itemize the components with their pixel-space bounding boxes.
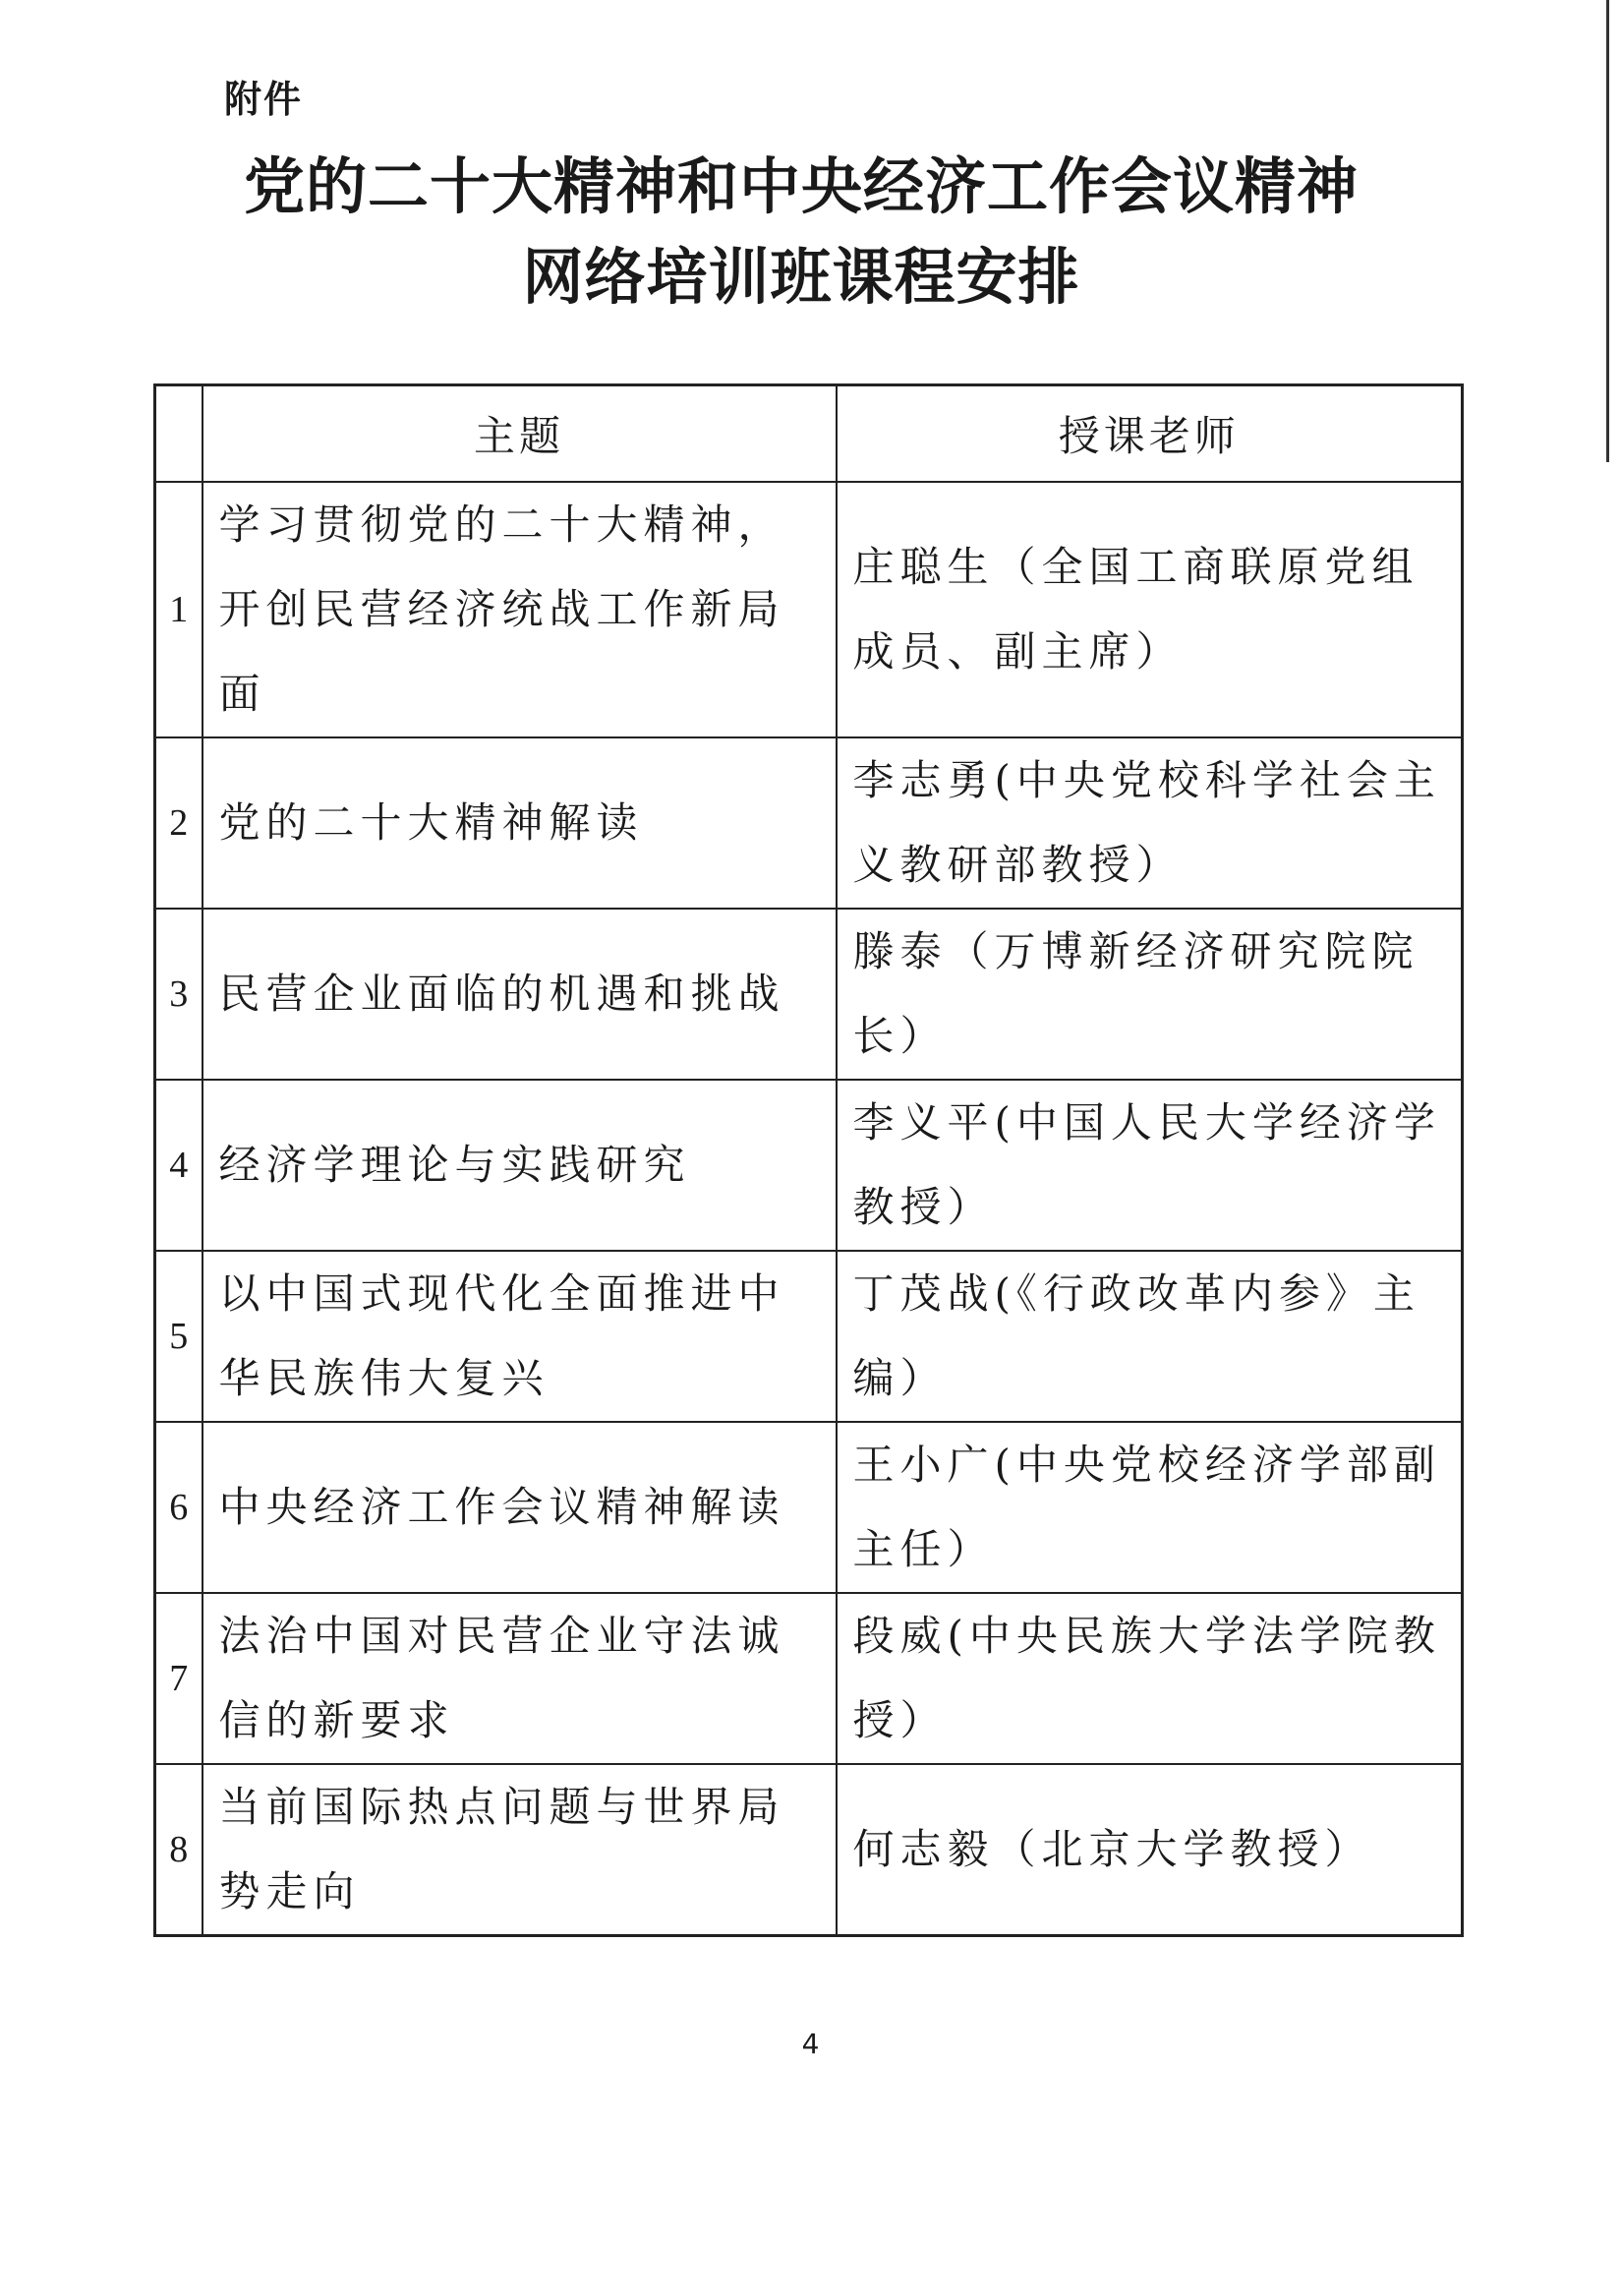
table-row [155, 1422, 1463, 1593]
course-schedule-table [153, 383, 1464, 1937]
table-row [155, 482, 1463, 737]
row-teacher: 段威(中央民族大学法学院教授） [837, 1593, 1463, 1764]
row-number: 6 [155, 1422, 203, 1593]
row-number: 5 [155, 1251, 203, 1422]
scan-edge-line [1606, 0, 1609, 462]
table-row [155, 1251, 1463, 1422]
row-topic: 法治中国对民营企业守法诚信的新要求 [203, 1593, 837, 1764]
row-teacher: 李义平(中国人民大学经济学教授） [837, 1080, 1463, 1251]
document-title-line2: 网络培训班课程安排 [522, 241, 1080, 313]
document-title-line1: 党的二十大精神和中央经济工作会议精神 [243, 150, 1359, 222]
header-topic: 主题 [203, 385, 837, 483]
row-topic: 中央经济工作会议精神解读 [203, 1422, 837, 1593]
table-row [155, 1080, 1463, 1251]
table-row [155, 1593, 1463, 1764]
header-number [155, 385, 203, 483]
row-number: 4 [155, 1080, 203, 1251]
row-topic: 经济学理论与实践研究 [203, 1080, 837, 1251]
row-number: 7 [155, 1593, 203, 1764]
row-topic: 学习贯彻党的二十大精神，开创民营经济统战工作新局面 [203, 482, 837, 737]
row-teacher: 丁茂战(《行政改革内参》主编） [837, 1251, 1463, 1422]
row-teacher: 滕泰（万博新经济研究院院长） [837, 909, 1463, 1080]
row-number: 2 [155, 737, 203, 909]
header-teacher: 授课老师 [837, 385, 1463, 483]
row-number: 3 [155, 909, 203, 1080]
table-header-row [155, 385, 1463, 483]
page-number: 4 [801, 2028, 820, 2060]
table-row [155, 737, 1463, 909]
attachment-label: 附件 [224, 78, 304, 121]
row-topic: 以中国式现代化全面推进中华民族伟大复兴 [203, 1251, 837, 1422]
row-number: 1 [155, 482, 203, 737]
row-teacher: 庄聪生（全国工商联原党组成员、副主席） [837, 482, 1463, 737]
table-row [155, 909, 1463, 1080]
table-row [155, 1764, 1463, 1936]
row-teacher: 李志勇(中央党校科学社会主义教研部教授） [837, 737, 1463, 909]
row-topic: 党的二十大精神解读 [203, 737, 837, 909]
row-number: 8 [155, 1764, 203, 1936]
row-teacher: 王小广(中央党校经济学部副主任） [837, 1422, 1463, 1593]
row-topic: 当前国际热点问题与世界局势走向 [203, 1764, 837, 1936]
row-topic: 民营企业面临的机遇和挑战 [203, 909, 837, 1080]
row-teacher: 何志毅（北京大学教授） [837, 1764, 1463, 1936]
